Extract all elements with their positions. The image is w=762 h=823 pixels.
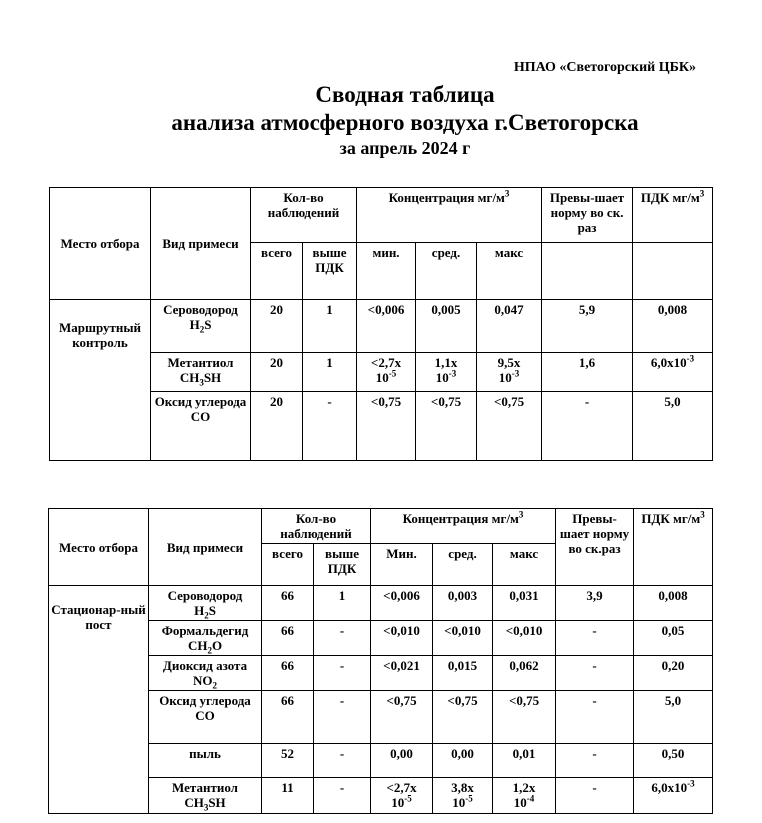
substance-cell: Сероводород $H_2S$ [149,586,262,621]
above-cell: 1 [314,586,371,621]
total-cell: 20 [251,300,303,353]
header-min: Мин. [371,544,433,586]
min-cell: <0,006 [371,586,433,621]
exceed-cell: 3,9 [556,586,634,621]
max-cell: 0,01 [493,744,556,778]
max-cell: 1,2x $10^{-4}$ [493,778,556,814]
total-cell: 66 [262,586,314,621]
header-concentration: Концентрация $мг/м^3$ [357,188,542,243]
avg-cell: 1,1x $10^{-3}$ [416,353,477,392]
exceed-cell: 1,6 [542,353,633,392]
exceed-cell: - [556,656,634,691]
substance-cell: Оксид углерода CO [149,691,262,744]
header-min: мин. [357,243,416,300]
min-cell: <2,7x $10^{-5}$ [357,353,416,392]
exceed-cell: - [542,392,633,461]
route-monitoring-table [49,187,713,461]
header-count: Кол-во наблюдений [251,188,357,243]
total-cell: 66 [262,656,314,691]
max-cell: 9,5x $10^{-3}$ [477,353,542,392]
stationary-post-table [48,508,713,814]
min-cell: 0,00 [371,744,433,778]
total-cell: 66 [262,691,314,744]
header-substance: Вид примеси [149,509,262,586]
substance-cell: Оксид углерода CO [151,392,251,461]
table-row [50,300,713,353]
header-place: Место отбора [50,188,151,300]
min-cell: <0,75 [371,691,433,744]
pdk-cell: 0,05 [634,621,713,656]
header-above-pdk: выше ПДК [303,243,357,300]
substance-cell: Формальдегид $CH_2O$ [149,621,262,656]
max-cell: <0,75 [477,392,542,461]
avg-cell: 0,015 [433,656,493,691]
table-row [49,621,713,656]
max-cell: <0,010 [493,621,556,656]
pdk-cell: 0,20 [634,656,713,691]
max-cell: 0,062 [493,656,556,691]
above-cell: 1 [303,300,357,353]
min-cell: <0,006 [357,300,416,353]
organization-name: НПАО «Светогорский ЦБК» [513,60,696,75]
pdk-cell: 5,0 [633,392,713,461]
substance-cell: Метантиол $CH_3SH$ [149,778,262,814]
min-cell: <2,7x $10^{-5}$ [371,778,433,814]
table-row [49,691,713,744]
pdk-cell: $6,0x10^{-3}$ [634,778,713,814]
above-cell: - [314,778,371,814]
avg-cell: 3,8x $10^{-5}$ [433,778,493,814]
pdk-cell: 0,008 [634,586,713,621]
avg-cell: 0,00 [433,744,493,778]
header-concentration: Концентрация $мг/м^3$ [371,509,556,544]
header-substance: Вид примеси [151,188,251,300]
table-row [49,778,713,814]
above-cell: - [303,392,357,461]
document-subtitle: анализа атмосферного воздуха г.Светогорска [171,110,639,135]
table-row [49,744,713,778]
above-cell: - [314,691,371,744]
total-cell: 20 [251,353,303,392]
substance-cell: пыль [149,744,262,778]
exceed-cell: - [556,621,634,656]
substance-cell: Метантиол $CH_3SH$ [151,353,251,392]
above-cell: - [314,656,371,691]
total-cell: 20 [251,392,303,461]
place-cell: Маршрутный контроль [50,300,151,461]
total-cell: 11 [262,778,314,814]
header-exceed: Превы-шает норму во ск. раз [542,188,633,243]
pdk-cell: 5,0 [634,691,713,744]
header-total: всего [251,243,303,300]
avg-cell: 0,003 [433,586,493,621]
header-max: макс [493,544,556,586]
avg-cell: <0,010 [433,621,493,656]
header-total: всего [262,544,314,586]
total-cell: 66 [262,621,314,656]
header-exceed: Превы-шает норму во ск.раз [556,509,634,586]
max-cell: 0,031 [493,586,556,621]
above-cell: - [314,621,371,656]
above-cell: 1 [303,353,357,392]
exceed-cell: - [556,744,634,778]
pdk-cell: 0,50 [634,744,713,778]
min-cell: <0,010 [371,621,433,656]
avg-cell: <0,75 [433,691,493,744]
max-cell: 0,047 [477,300,542,353]
header-avg: сред. [433,544,493,586]
document-title: Сводная таблица [315,82,495,107]
substance-cell: Сероводород $H_2S$ [151,300,251,353]
exceed-cell: 5,9 [542,300,633,353]
place-cell: Стационар-ный пост [49,586,149,814]
max-cell: <0,75 [493,691,556,744]
pdk-cell: $6,0x10^{-3}$ [633,353,713,392]
total-cell: 52 [262,744,314,778]
header-place: Место отбора [49,509,149,586]
avg-cell: <0,75 [416,392,477,461]
exceed-cell: - [556,691,634,744]
pdk-cell: 0,008 [633,300,713,353]
header-pdk: ПДК $мг/м^3$ [633,188,713,243]
above-cell: - [314,744,371,778]
min-cell: <0,75 [357,392,416,461]
header-max: макс [477,243,542,300]
min-cell: <0,021 [371,656,433,691]
header-above-pdk: выше ПДК [314,544,371,586]
substance-cell: Диоксид азота $NO_2$ [149,656,262,691]
exceed-cell: - [556,778,634,814]
document-period: за апрель 2024 г [339,138,471,158]
avg-cell: 0,005 [416,300,477,353]
table-row [49,656,713,691]
header-pdk: ПДК $мг/м^3$ [634,509,713,586]
header-avg: сред. [416,243,477,300]
table-row [49,586,713,621]
header-count: Кол-во наблюдений [262,509,371,544]
